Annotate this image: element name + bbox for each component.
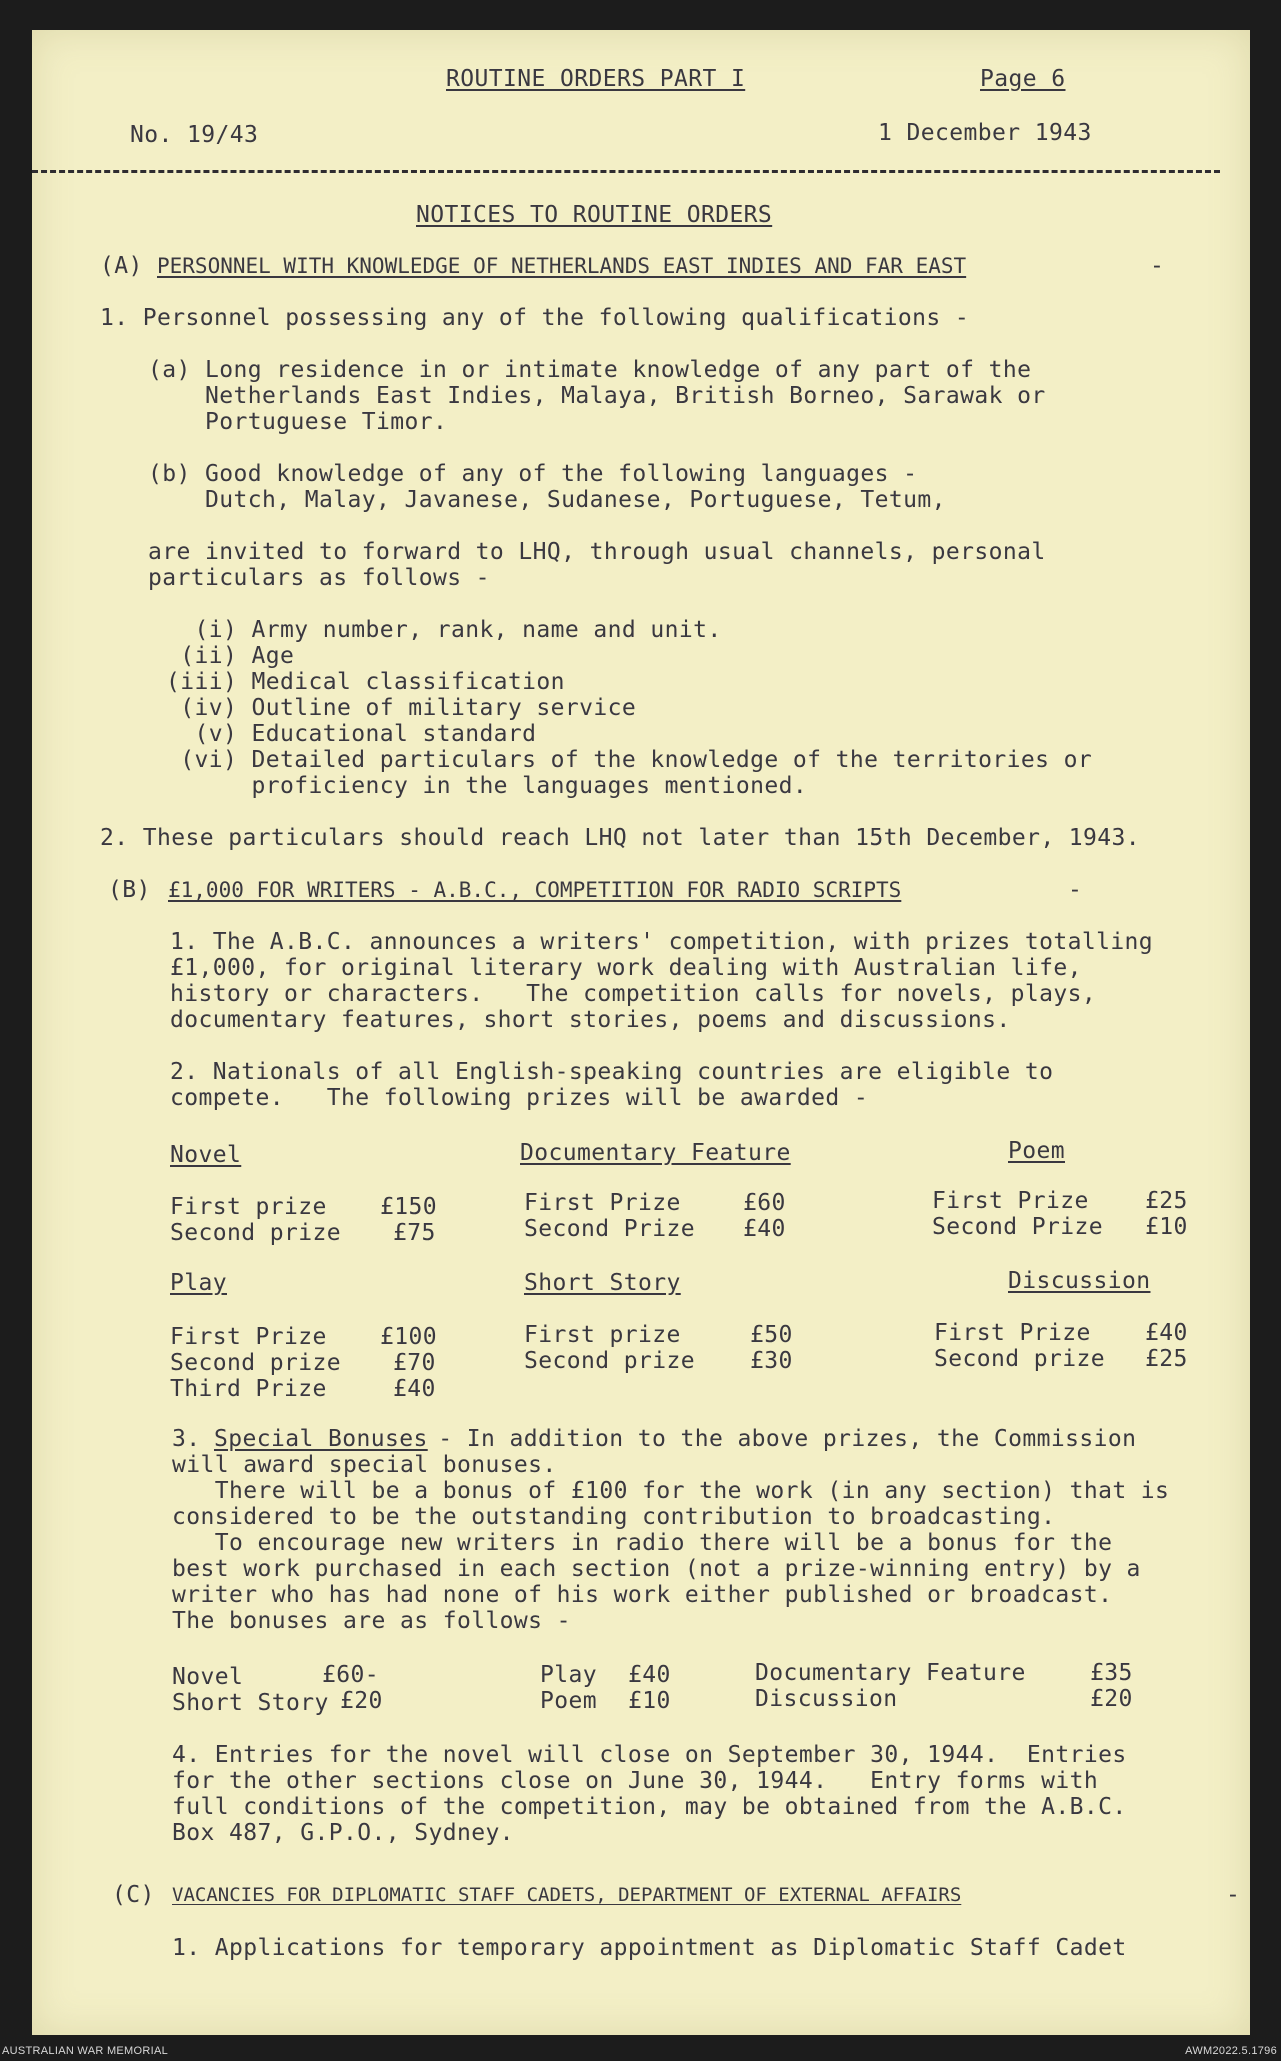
list-item: proficiency in the languages mentioned. [166, 773, 808, 799]
text-line: - In addition to the above prizes, the Commission [424, 1426, 1137, 1452]
page-number: Page 6 [980, 66, 1066, 92]
prize-label: First Prize [932, 1188, 1089, 1214]
text-line: 4. Entries for the novel will close on September 30, 1944. Entries [172, 1742, 1127, 1768]
header-rule [32, 170, 1220, 173]
prize-label: Second prize [170, 1220, 341, 1246]
text-line: history or characters. The competition calls for novels, plays, [170, 981, 1097, 1007]
doc-title: ROUTINE ORDERS PART I [446, 66, 746, 92]
bonus-label: Short Story [172, 1690, 329, 1716]
footer-accession-number: AWM2022.5.1796 [1185, 2045, 1277, 2057]
prize-amount: £10 [1145, 1214, 1188, 1240]
text-line: writer who has had none of his work either published or broadcast. [172, 1582, 1113, 1608]
prize-label: Second prize [524, 1348, 695, 1374]
section-a-para-1: 1. Personnel possessing any of the following qualifications - [100, 305, 970, 331]
prize-label: Second prize [934, 1346, 1105, 1372]
bonus-amount: £40 [628, 1662, 671, 1688]
list-item: (vi) Detailed particulars of the knowledge of the territories or [166, 747, 1093, 773]
section-c-label: (C) [112, 1882, 155, 1908]
prize-amount: £40 [393, 1376, 436, 1402]
prize-amount: £40 [743, 1216, 786, 1242]
list-item: (ii) Age [166, 643, 295, 669]
prize-heading: Discussion [1008, 1268, 1151, 1294]
bonus-amount: £60- [322, 1662, 379, 1688]
section-a-heading: PERSONNEL WITH KNOWLEDGE OF NETHERLANDS EAST INDIES AND FAR EAST [157, 254, 967, 278]
prize-label: First Prize [524, 1190, 681, 1216]
text-line: (a) Long residence in or intimate knowledge of any part of the [148, 357, 1032, 383]
prize-label: Second Prize [524, 1216, 695, 1242]
text-line: To encourage new writers in radio there will be a bonus for the [172, 1530, 1113, 1556]
order-number: No. 19/43 [130, 122, 259, 148]
text-line: (b) Good knowledge of any of the following languages - [148, 461, 918, 487]
prize-amount: £40 [1145, 1320, 1188, 1346]
prize-heading: Poem [1008, 1138, 1065, 1164]
text-line: are invited to forward to LHQ, through usual channels, personal [148, 539, 1046, 565]
special-bonuses-heading: Special Bonuses [214, 1426, 428, 1452]
section-b-heading: £1,000 FOR WRITERS - A.B.C., COMPETITION FOR RADIO SCRIPTS [168, 878, 902, 902]
para-number: 3. [172, 1426, 201, 1452]
list-item: (iv) Outline of military service [166, 695, 637, 721]
bonus-amount: £10 [628, 1688, 671, 1714]
text-line: Netherlands East Indies, Malaya, British Borneo, Sarawak or [148, 383, 1046, 409]
text-line: 1. The A.B.C. announces a writers' competition, with prizes totalling [170, 929, 1154, 955]
prize-amount: £25 [1145, 1188, 1188, 1214]
prize-amount: £150 [380, 1194, 437, 1220]
text-line: will award special bonuses. [172, 1452, 557, 1478]
prize-label: First Prize [934, 1320, 1091, 1346]
prize-amount: £60 [743, 1190, 786, 1216]
prize-label: Third Prize [170, 1376, 327, 1402]
text-line: £1,000, for original literary work dealing with Australian life, [170, 955, 1082, 981]
section-a-para-2: 2. These particulars should reach LHQ not later than 15th December, 1943. [100, 825, 1141, 851]
prize-heading: Novel [170, 1142, 242, 1168]
text-line: for the other sections close on June 30, 1944. Entry forms with [172, 1768, 1099, 1794]
text-line: There will be a bonus of £100 for the work (in any section) that is [172, 1478, 1170, 1504]
text-line: considered to be the outstanding contribution to broadcasting. [172, 1504, 1056, 1530]
prize-heading: Short Story [524, 1270, 681, 1296]
notices-title: NOTICES TO ROUTINE ORDERS [416, 202, 773, 228]
list-item: (v) Educational standard [166, 721, 537, 747]
prize-amount: £100 [380, 1324, 437, 1350]
bonus-label: Play [540, 1662, 597, 1688]
section-b-dash: - [1068, 877, 1083, 903]
prize-label: Second Prize [932, 1214, 1103, 1240]
bonus-amount: £35 [1090, 1660, 1133, 1686]
prize-label: First Prize [170, 1324, 327, 1350]
prize-heading: Documentary Feature [520, 1140, 791, 1166]
section-c-dash: - [1226, 1882, 1241, 1908]
section-c-para-1: 1. Applications for temporary appointment as Diplomatic Staff Cadet [172, 1935, 1127, 1961]
prize-amount: £50 [750, 1322, 793, 1348]
prize-amount: £70 [393, 1350, 436, 1376]
footer-credit: AUSTRALIAN WAR MEMORIAL [2, 2045, 169, 2057]
text-line: Box 487, G.P.O., Sydney. [172, 1820, 514, 1846]
text-line: full conditions of the competition, may be obtained from the A.B.C. [172, 1794, 1127, 1820]
bonus-label: Discussion [755, 1686, 898, 1712]
section-a-label: (A) [100, 253, 143, 279]
list-item: (i) Army number, rank, name and unit. [166, 617, 722, 643]
bonus-label: Novel [172, 1664, 244, 1690]
text-line: Dutch, Malay, Javanese, Sudanese, Portuguese, Tetum, [148, 487, 946, 513]
prize-label: Second prize [170, 1350, 341, 1376]
bonus-label: Poem [540, 1688, 597, 1714]
text-line: documentary features, short stories, poems and discussions. [170, 1007, 1011, 1033]
text-line: The bonuses are as follows - [172, 1608, 571, 1634]
bonus-amount: £20 [1090, 1686, 1133, 1712]
bonus-label: Documentary Feature [755, 1660, 1026, 1686]
text-line: compete. The following prizes will be awarded - [170, 1085, 869, 1111]
prize-label: First prize [524, 1322, 681, 1348]
section-a-dash: - [1150, 253, 1165, 279]
order-date: 1 December 1943 [878, 120, 1092, 146]
section-c-heading: VACANCIES FOR DIPLOMATIC STAFF CADETS, DEPARTMENT OF EXTERNAL AFFAIRS [172, 1884, 962, 1906]
text-line: particulars as follows - [148, 565, 490, 591]
section-b-label: (B) [108, 877, 151, 903]
prize-heading: Play [170, 1270, 227, 1296]
prize-label: First prize [170, 1194, 327, 1220]
list-item: (iii) Medical classification [166, 669, 565, 695]
text-line: best work purchased in each section (not a prize-winning entry) by a [172, 1556, 1141, 1582]
bonus-amount: £20 [340, 1688, 383, 1714]
prize-amount: £25 [1145, 1346, 1188, 1372]
prize-amount: £30 [750, 1348, 793, 1374]
prize-amount: £75 [393, 1220, 436, 1246]
text-line: 2. Nationals of all English-speaking countries are eligible to [170, 1059, 1054, 1085]
text-line: Portuguese Timor. [148, 409, 448, 435]
